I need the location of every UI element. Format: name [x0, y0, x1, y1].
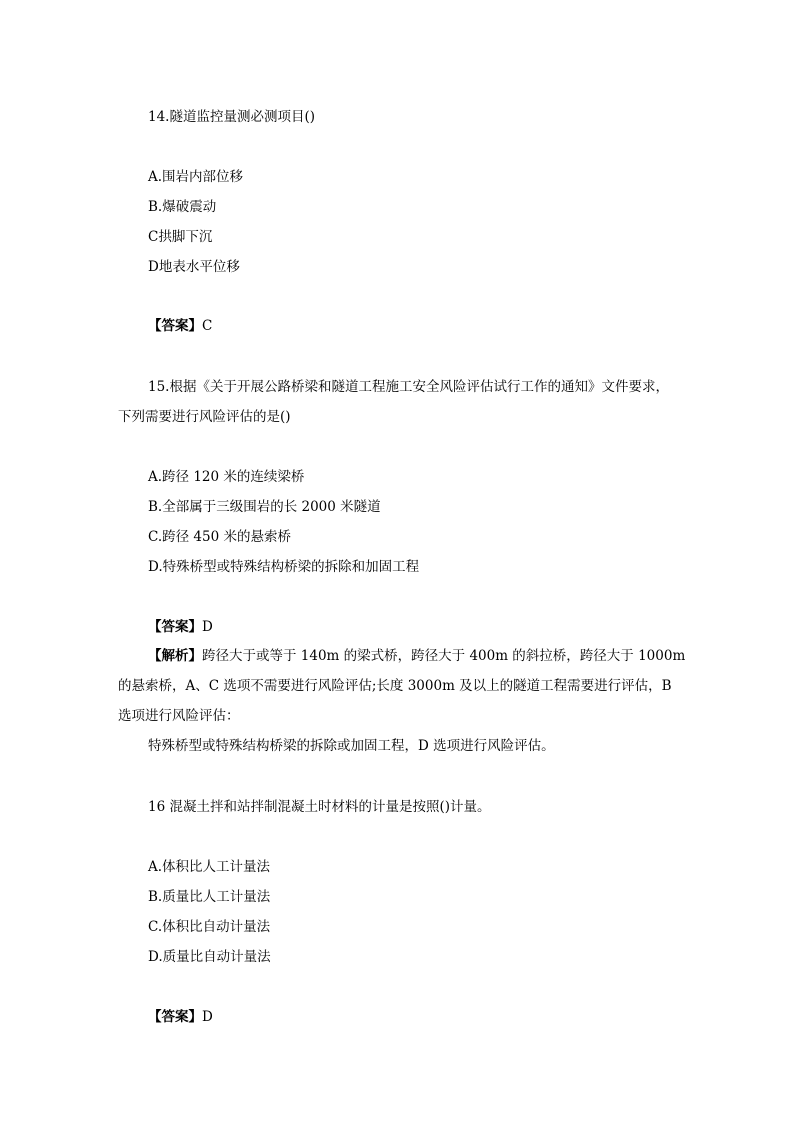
q14-answer — [148, 317, 212, 335]
q15-analysis-line3: 选项进行风险评估： — [118, 708, 240, 724]
q16-stem: 16 混凝土拌和站拌制混凝土时材料的计量是按照()计量。 — [148, 799, 491, 815]
q16-option-d: D.质量比自动计量法 — [148, 949, 271, 965]
q14-option-d: D地表水平位移 — [148, 259, 240, 275]
q16-option-b: B.质量比人工计量法 — [148, 889, 271, 905]
analysis-tag: 【解析】 — [148, 648, 202, 664]
answer-value: C — [202, 318, 213, 334]
q16-answer — [148, 1008, 213, 1026]
answer-tag: 【答案】 — [148, 1009, 202, 1025]
analysis-text: 跨径大于或等于 140m 的梁式桥，跨径大于 400m 的斜拉桥，跨径大于 1000m — [202, 648, 686, 664]
q14-option-b: B.爆破震动 — [148, 199, 217, 215]
q15-analysis-line2: 的悬索桥，A、C 选项不需要进行风险评估;长度 3000m 及以上的隧道工程需要进行评估，B — [118, 678, 672, 694]
q15-option-a: A.跨径 120 米的连续梁桥 — [148, 469, 305, 485]
q15-answer — [148, 618, 213, 636]
q15-analysis-line4: 特殊桥型或特殊结构桥梁的拆除或加固工程，D 选项进行风险评估。 — [148, 738, 555, 754]
q15-option-b: B.全部属于三级围岩的长 2000 米隧道 — [148, 499, 381, 515]
answer-value: D — [202, 1009, 213, 1025]
q16-option-a: A.体积比人工计量法 — [148, 859, 271, 875]
q14-stem: 14.隧道监控量测必测项目() — [148, 109, 316, 125]
answer-tag: 【答案】 — [148, 318, 202, 334]
q15-option-d: D.特殊桥型或特殊结构桥梁的拆除和加固工程 — [148, 559, 420, 575]
q15-option-c: C.跨径 450 米的悬索桥 — [148, 529, 291, 545]
q14-option-a: A.围岩内部位移 — [148, 169, 244, 185]
answer-tag: 【答案】 — [148, 619, 202, 635]
q15-stem-line1: 15.根据《关于开展公路桥梁和隧道工程施工安全风险评估试行工作的通知》文件要求， — [148, 379, 669, 395]
q15-analysis-line1 — [148, 647, 685, 665]
answer-value: D — [202, 619, 213, 635]
q15-stem-line2: 下列需要进行风险评估的是() — [118, 409, 291, 425]
q16-option-c: C.体积比自动计量法 — [148, 919, 271, 935]
q14-option-c: C拱脚下沉 — [148, 229, 213, 245]
